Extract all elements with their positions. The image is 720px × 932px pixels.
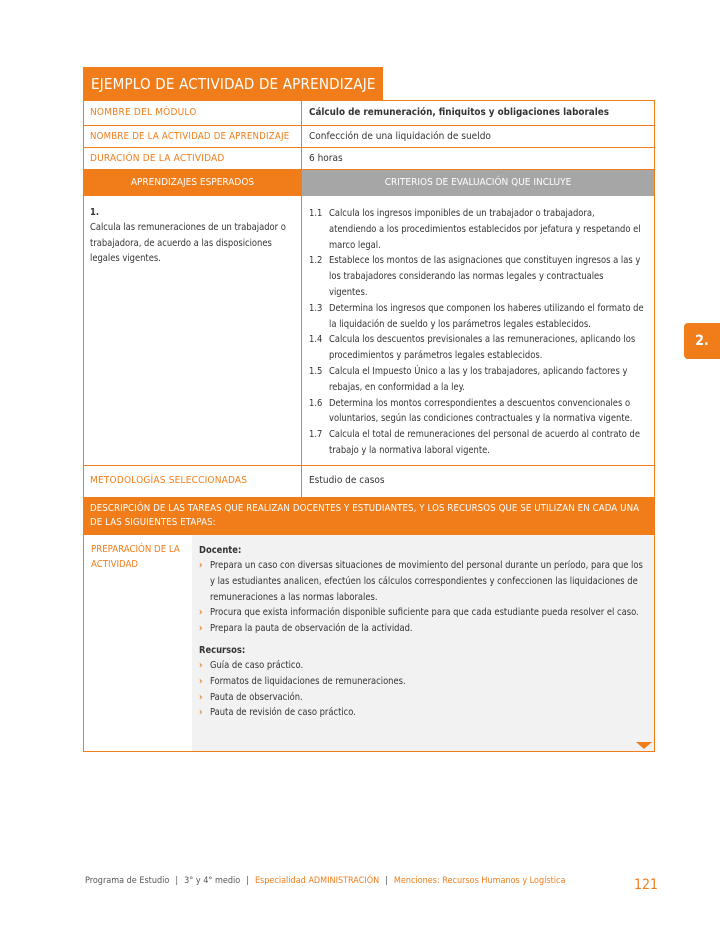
- bullet-arrow-icon: ›: [199, 607, 203, 619]
- preparation-section: [84, 535, 654, 751]
- duration-row: [84, 148, 654, 169]
- bullet-arrow-icon: ›: [199, 623, 203, 635]
- criterion-item: [309, 427, 644, 459]
- recurso-item: [199, 690, 644, 706]
- tasks-header: [84, 497, 654, 535]
- module-value: Cálculo de remuneración, finiquitos y obligaciones laborales: [309, 107, 609, 118]
- criterion-number: 1.7: [309, 429, 323, 441]
- criterion-item: [309, 332, 644, 364]
- expected-number: 1.: [90, 207, 99, 218]
- recurso-item: [199, 674, 644, 690]
- recurso-item-text: Pauta de revisión de caso práctico.: [210, 707, 356, 719]
- recurso-item: [199, 705, 644, 721]
- footer-mentions: Menciones: Recursos Humanos y Logística: [393, 876, 566, 886]
- docente-item: [199, 621, 644, 637]
- duration-value: 6 horas: [309, 153, 343, 164]
- criterion-text: Calcula el Impuesto Único a las y los trabajadores, aplicando factores y rebajas, en conformidad a la ley.: [329, 365, 628, 393]
- recurso-item-text: Guía de caso práctico.: [210, 659, 304, 671]
- recurso-item-text: Pauta de observación.: [210, 691, 303, 703]
- expected-learning: [84, 206, 301, 267]
- bullet-arrow-icon: ›: [199, 560, 203, 571]
- docente-item: [199, 558, 644, 605]
- criterion-number: 1.6: [309, 397, 323, 409]
- activity-row: [84, 126, 654, 148]
- footer-specialty: Especialidad ADMINISTRACIÓN: [254, 876, 380, 886]
- methodology-label: METODOLOGÍAS SELECCIONADAS: [90, 475, 248, 486]
- criterion-item: [309, 206, 644, 253]
- bullet-arrow-icon: ›: [199, 659, 203, 671]
- preparation-content: [192, 535, 654, 751]
- bullet-arrow-icon: ›: [199, 707, 203, 719]
- docente-item-text: Prepara la pauta de observación de la actividad.: [210, 623, 413, 635]
- preparation-label: PREPARACIÓN DE LA ACTIVIDAD: [91, 544, 180, 570]
- docente-item-text: Procura que exista información disponible suficiente para que cada estudiante pueda resolver el caso.: [210, 607, 639, 619]
- criterion-item: [309, 253, 644, 300]
- criterion-item: [309, 396, 644, 428]
- activity-label: NOMBRE DE LA ACTIVIDAD DE APRENDIZAJE: [90, 131, 290, 142]
- criterion-text: Calcula los descuentos previsionales a las remuneraciones, aplicando los procedimientos y parámetros legales establecidos.: [329, 334, 636, 362]
- docente-item-text: Prepara un caso con diversas situaciones de movimiento del personal durante un período, para que los y las estudiantes analicen, efectúen los cálculos correspondientes y confeccionen las liquidaciones de remuneraciones a las normas laborales.: [210, 560, 643, 603]
- criterion-text: Calcula los ingresos imponibles de un trabajador o trabajadora, atendiendo a los procedimientos establecidos por jefatura y respetando el marco legal.: [329, 208, 641, 251]
- docente-item: [199, 605, 644, 621]
- criteria-list: [302, 206, 654, 459]
- footer-level: 3° y 4° medio: [184, 876, 241, 886]
- tasks-header-text: DESCRIPCIÓN DE LAS TAREAS QUE REALIZAN DOCENTES Y ESTUDIANTES, Y LOS RECURSOS QUE SE UTILIZAN EN CADA UNA DE LAS SIGUIENTES ETAPAS:: [90, 503, 640, 528]
- criterion-item: [309, 364, 644, 396]
- activity-value: Confección de una liquidación de sueldo: [309, 131, 491, 142]
- page-footer: Programa de Estudio | 3° y 4° medio | Especialidad ADMINISTRACIÓN | Menciones: Recursos Humanos y Logística: [85, 876, 566, 886]
- criterion-text: Calcula el total de remuneraciones del personal de acuerdo al contrato de trabajo y la normativa laboral vigente.: [329, 429, 640, 456]
- page-number: 121: [634, 877, 659, 893]
- criterion-text: Determina los montos correspondientes a descuentos convencionales o voluntarios, según las condiciones contractuales y la normativa vigente.: [329, 397, 633, 425]
- criterion-text: Determina los ingresos que componen los haberes utilizando el formato de la liquidación de sueldo y los parámetros legales establecidos.: [329, 302, 644, 330]
- criterion-number: 1.2: [309, 255, 323, 267]
- recursos-label: Recursos:: [199, 644, 246, 656]
- activity-title: EJEMPLO DE ACTIVIDAD DE APRENDIZAJE: [83, 67, 383, 101]
- methodology-row: [84, 466, 654, 496]
- duration-label: DURACIÓN DE LA ACTIVIDAD: [90, 153, 225, 164]
- criterion-number: 1.5: [309, 365, 323, 377]
- criterion-item: [309, 301, 644, 333]
- docente-label: Docente:: [199, 545, 242, 556]
- criterion-number: 1.3: [309, 302, 323, 314]
- module-label: NOMBRE DEL MÓDULO: [90, 107, 197, 118]
- section-header-row: [84, 170, 654, 196]
- recurso-item-text: Formatos de liquidaciones de remuneraciones.: [210, 675, 406, 687]
- bullet-arrow-icon: ›: [199, 675, 203, 687]
- footer-program: Programa de Estudio: [85, 876, 170, 886]
- criterion-number: 1.1: [309, 208, 323, 219]
- expected-text: Calcula las remuneraciones de un trabajador o trabajadora, de acuerdo a las disposiciones legales vigentes.: [90, 222, 286, 264]
- criteria-header: CRITERIOS DE EVALUACIÓN QUE INCLUYE: [302, 170, 654, 196]
- bullet-arrow-icon: ›: [199, 691, 203, 703]
- criterion-text: Establece los montos de las asignaciones que constituyen ingresos a las y los trabajadores considerando las normas legales y contractuales vigentes.: [329, 255, 641, 298]
- recurso-item: [199, 658, 644, 674]
- continue-triangle-icon: [636, 742, 652, 749]
- methodology-value: Estudio de casos: [309, 475, 385, 486]
- module-row: [84, 101, 654, 125]
- expected-header: APRENDIZAJES ESPERADOS: [84, 170, 301, 196]
- chapter-tab: 2.: [684, 323, 720, 359]
- learning-body: [84, 196, 654, 464]
- criterion-number: 1.4: [309, 334, 323, 346]
